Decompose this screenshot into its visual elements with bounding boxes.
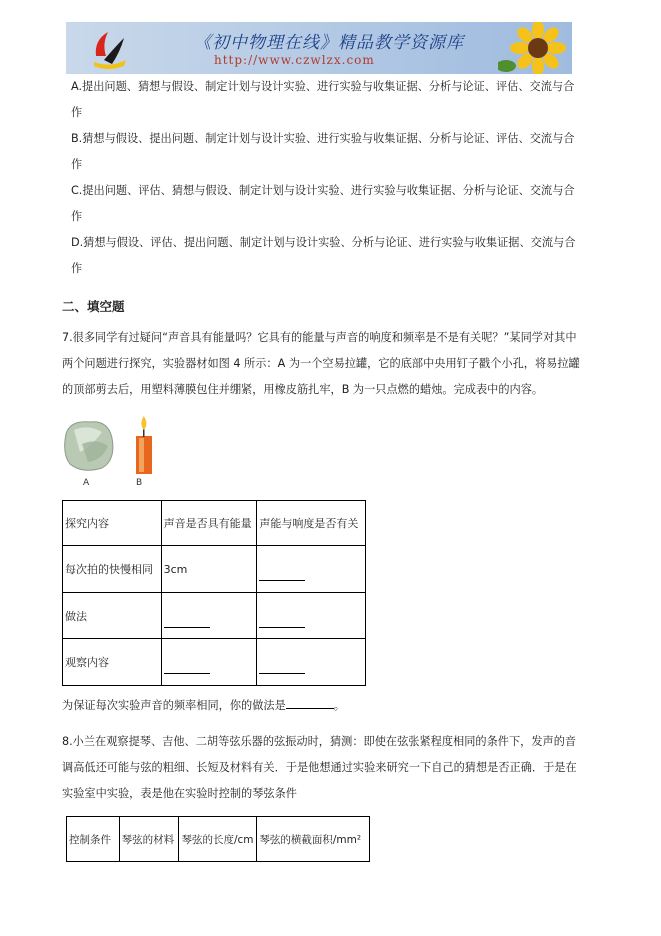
- can-and-candle-illustration: [62, 416, 172, 476]
- can-icon: [65, 422, 113, 471]
- table-header-cell: 琴弦的长度/cm: [179, 817, 257, 862]
- table-header-cell: 琴弦的横截面积/mm²: [257, 817, 370, 862]
- table-cell-blank[interactable]: [257, 546, 366, 593]
- table-row: [63, 501, 366, 546]
- answer-blank[interactable]: [286, 699, 334, 709]
- banner-title: 《初中物理在线》精品教学资源库: [194, 33, 464, 53]
- option-a-line1: A.提出问题、猜想与假设、制定计划与设计实验、进行实验与收集证据、分析与论证、评估、交流与合: [71, 80, 575, 93]
- q7-line1: 7.很多同学有过疑问“声音具有能量吗？它具有的能量与声音的响度和频率是不是有关呢？”某同学对其中: [62, 331, 577, 344]
- figure-label-b: B: [136, 478, 143, 488]
- sunflower-icon: [498, 22, 568, 74]
- q7-followup-text: 为保证每次实验声音的频率相同，你的做法是: [62, 699, 286, 712]
- option-b-line1: B.猜想与假设、提出问题、制定计划与设计实验、进行实验与收集证据、分析与论证、评估、交流与合: [71, 132, 575, 145]
- header-banner: [66, 22, 572, 74]
- table-cell: 3cm: [161, 546, 257, 593]
- table-row-label: 观察内容: [63, 639, 162, 686]
- table-row-label: 每次拍的快慢相同: [63, 546, 162, 593]
- banner-url: http://www.czwlzx.com: [214, 53, 375, 67]
- q7-line2: 两个问题进行探究，实验器材如图 4 所示：A 为一个空易拉罐，它的底部中央用钉子戳个小孔，将易拉罐: [62, 357, 580, 370]
- q8-line1: 8.小兰在观察提琴、吉他、二胡等弦乐器的弦振动时，猜测：即使在弦张紧程度相同的条件下，发声的音: [62, 735, 577, 748]
- table-row-label: 做法: [63, 593, 162, 639]
- table-cell-blank[interactable]: [257, 639, 366, 686]
- table-header-cell: 声音是否具有能量: [161, 501, 257, 546]
- table-row: [63, 639, 366, 686]
- q7-followup-end: 。: [333, 699, 345, 712]
- table-cell-blank[interactable]: [257, 593, 366, 639]
- table-header-cell: 探究内容: [63, 501, 162, 546]
- table-cell-blank[interactable]: [161, 639, 257, 686]
- site-logo-icon: [90, 26, 130, 70]
- q8-line3: 实验室中实验，表是他在实验时控制的琴弦条件: [62, 787, 297, 800]
- experiment-figure: [62, 416, 172, 490]
- section-heading: 二、填空题: [62, 299, 125, 314]
- candle-icon: [136, 416, 152, 474]
- q7-followup: [62, 699, 345, 713]
- q8-line2: 调高低还可能与弦的粗细、长短及材料有关．于是他想通过实验来研究一下自己的猜想是否正确．于是在: [62, 761, 577, 774]
- option-c-line2: 作: [71, 210, 83, 223]
- figure-label-a: A: [83, 478, 90, 488]
- q7-table: [62, 500, 366, 686]
- table-row: [63, 546, 366, 593]
- table-header-cell: 琴弦的材料: [119, 817, 179, 862]
- option-c-line1: C.提出问题、评估、猜想与假设、制定计划与设计实验、进行实验与收集证据、分析与论证、交流与合: [71, 184, 575, 197]
- option-d-line1: D.猜想与假设、评估、提出问题、制定计划与设计实验、分析与论证、进行实验与收集证据、交流与合: [71, 236, 576, 249]
- table-header-cell: 声能与响度是否有关: [257, 501, 366, 546]
- table-row: [63, 593, 366, 639]
- option-a-line2: 作: [71, 106, 83, 119]
- q8-table: [66, 816, 370, 862]
- table-row: [67, 817, 370, 862]
- option-d-line2: 作: [71, 262, 83, 275]
- option-b-line2: 作: [71, 158, 83, 171]
- q7-line3: 的顶部剪去后，用塑料薄膜包住并绷紧，用橡皮筋扎牢，B 为一只点燃的蜡烛。完成表中的内容。: [62, 383, 544, 396]
- table-header-cell: 控制条件: [67, 817, 120, 862]
- table-cell-blank[interactable]: [161, 593, 257, 639]
